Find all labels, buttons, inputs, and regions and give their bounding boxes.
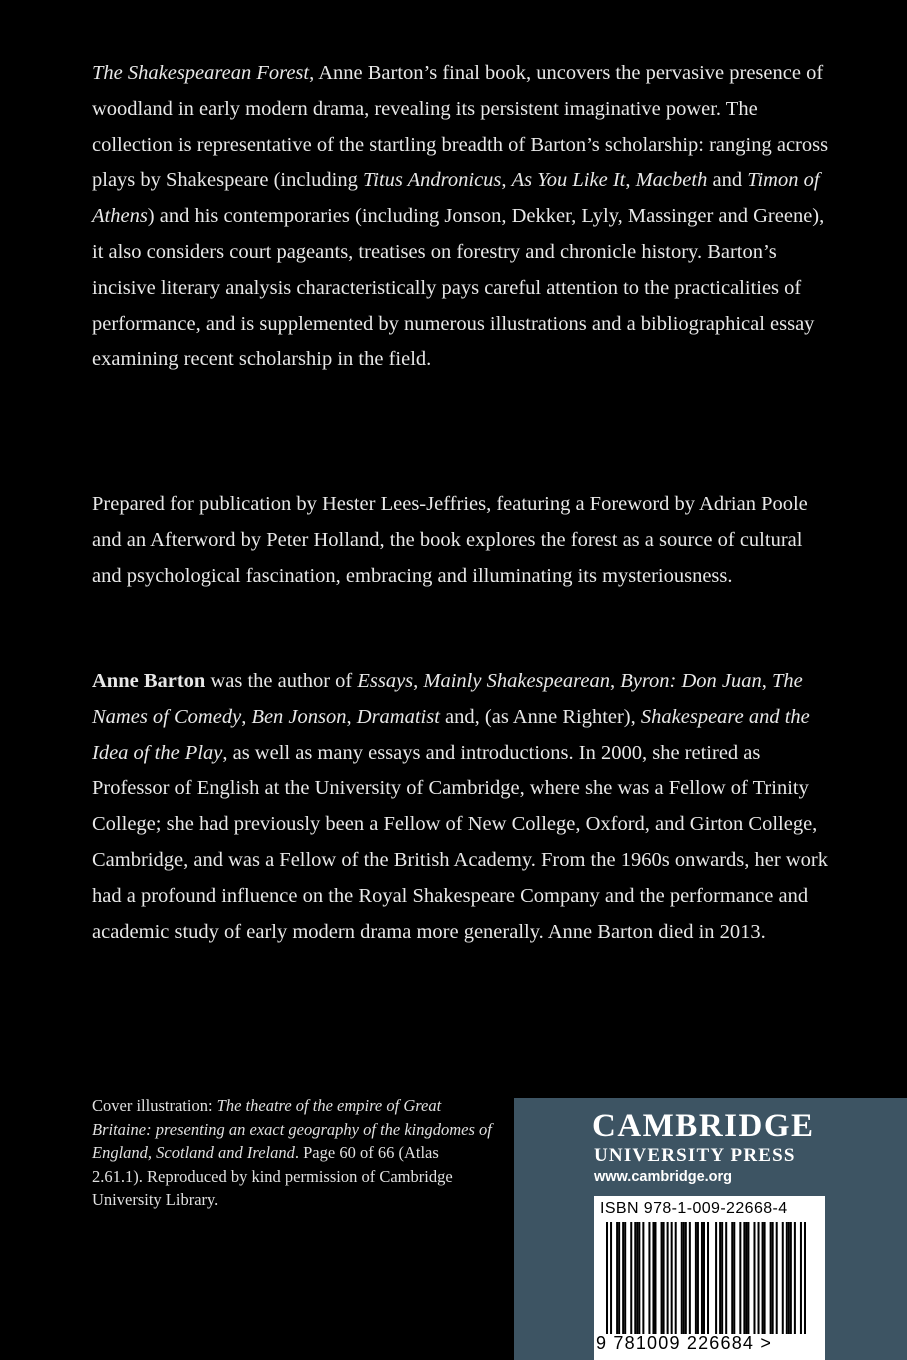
- cover-illustration-credit: Cover illustration: The theatre of the empire of Great Britaine: presenting an exact geography of the kingdomes of England, Scotland and Ireland. Page 60 of 66 (Atlas 2.61.1). Reproduced by kind permission of Cambridge University Library.: [92, 1096, 492, 1209]
- author-bio-paragraph: Anne Barton was the author of Essays, Mainly Shakespearean, Byron: Don Juan, The Names of Comedy, Ben Jonson, Dramatist and, (as Anne Righter), Shakespeare and the Idea of the Play, as well as many essays and introductions. In 2000, she retired as Professor of English at the University of Cambridge, where she was a Fellow of Trinity College; she had previously been a Fellow of New College, Oxford, and Girton College, Cambridge, and was a Fellow of the British Academy. From the 1960s onwards, her work had a profound influence on the Royal Shakespeare Company and the performance and academic study of early modern drama more generally. Anne Barton died in 2013.: [92, 670, 828, 943]
- publisher-panel: [514, 1098, 907, 1360]
- publisher-logo-subtitle: UNIVERSITY PRESS: [594, 1145, 796, 1166]
- barcode-digits: 9 781009 226684 >: [596, 1333, 773, 1353]
- barcode-bars: [606, 1222, 806, 1334]
- publisher-website: www.cambridge.org: [594, 1169, 733, 1185]
- description-paragraph-1: The Shakespearean Forest, Anne Barton’s final book, uncovers the pervasive presence of woodland in early modern drama, revealing its persistent imaginative power. The collection is representative of the startling breadth of Barton’s scholarship: ranging across plays by Shakespeare (including Titus Andronicus, As You Like It, Macbeth and Timon of Athens) and his contemporaries (including Jonson, Dekker, Lyly, Massinger and Greene), it also considers court pageants, treatises on forestry and chronicle history. Barton’s incisive literary analysis characteristically pays careful attention to the practicalities of performance, and is supplemented by numerous illustrations and a bibliographical essay examining recent scholarship in the field.: [92, 62, 829, 371]
- isbn-barcode: [594, 1196, 825, 1360]
- publisher-logo-name: CAMBRIDGE: [592, 1108, 815, 1144]
- isbn-label: ISBN 978-1-009-22668-4: [600, 1200, 788, 1217]
- description-paragraph-2: Prepared for publication by Hester Lees-Jeffries, featuring a Foreword by Adrian Poole and an Afterword by Peter Holland, the book explores the forest as a source of cultural and psychological fascination, embracing and illuminating its mysteriousness.: [92, 493, 808, 587]
